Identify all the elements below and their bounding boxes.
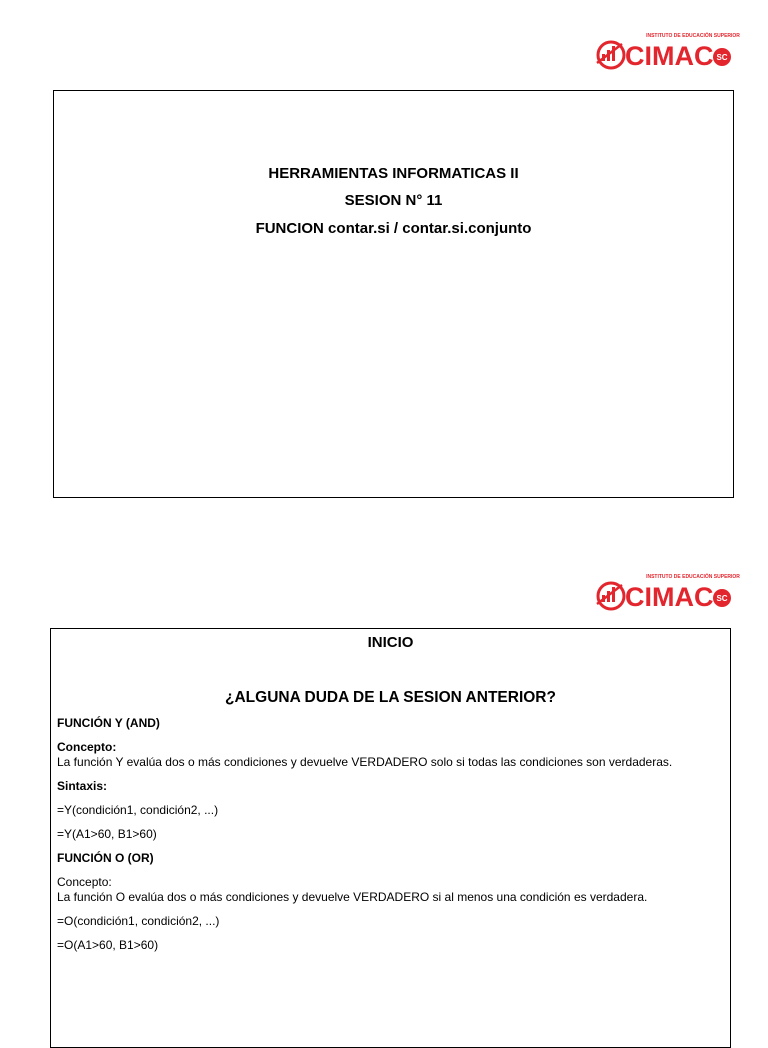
slide-title: INICIO — [367, 634, 414, 651]
logo-tagline: INSTITUTO DE EDUCACIÓN SUPERIOR — [646, 33, 740, 39]
and-concept-text: La función Y evalúa dos o más condiciones y devuelve VERDADERO solo si todas las condiciones son verdaderas. — [57, 755, 673, 769]
course-title: HERRAMIENTAS INFORMATICAS II — [268, 165, 519, 182]
cimac-logo-graphic — [592, 30, 752, 80]
or-function-heading: FUNCIÓN O (OR) — [57, 851, 154, 865]
session-topic: FUNCION contar.si / contar.si.conjunto — [255, 220, 532, 237]
or-concept — [57, 875, 724, 905]
and-syntax: =Y(condición1, condición2, ...) — [57, 803, 219, 817]
logo-name: CIMAC — [625, 582, 714, 612]
or-example: =O(A1>60, B1>60) — [57, 938, 159, 952]
logo-badge: SC — [716, 53, 728, 62]
and-concept-label: Concepto: — [57, 740, 117, 754]
or-concept-text: La función O evalúa dos o más condiciones y devuelve VERDADERO si al menos una condición es verdadera. — [57, 890, 648, 904]
slide-content — [57, 716, 724, 962]
and-example: =Y(A1>60, B1>60) — [57, 827, 157, 841]
cimac-logo — [592, 571, 752, 621]
inicio-slide — [50, 628, 731, 1048]
session-number: SESION N° 11 — [344, 192, 443, 209]
cover-slide — [53, 90, 734, 498]
or-syntax: =O(condición1, condición2, ...) — [57, 914, 220, 928]
logo-badge: SC — [716, 594, 728, 603]
and-concept — [57, 740, 724, 770]
logo-tagline: INSTITUTO DE EDUCACIÓN SUPERIOR — [646, 574, 740, 580]
and-syntax-label: Sintaxis: — [57, 779, 108, 793]
cimac-logo-graphic — [592, 571, 752, 621]
cimac-logo — [592, 30, 752, 80]
review-question: ¿ALGUNA DUDA DE LA SESION ANTERIOR? — [225, 689, 556, 706]
or-concept-label: Concepto: — [57, 875, 112, 889]
logo-name: CIMAC — [625, 41, 714, 71]
and-function-heading: FUNCIÓN Y (AND) — [57, 716, 160, 730]
